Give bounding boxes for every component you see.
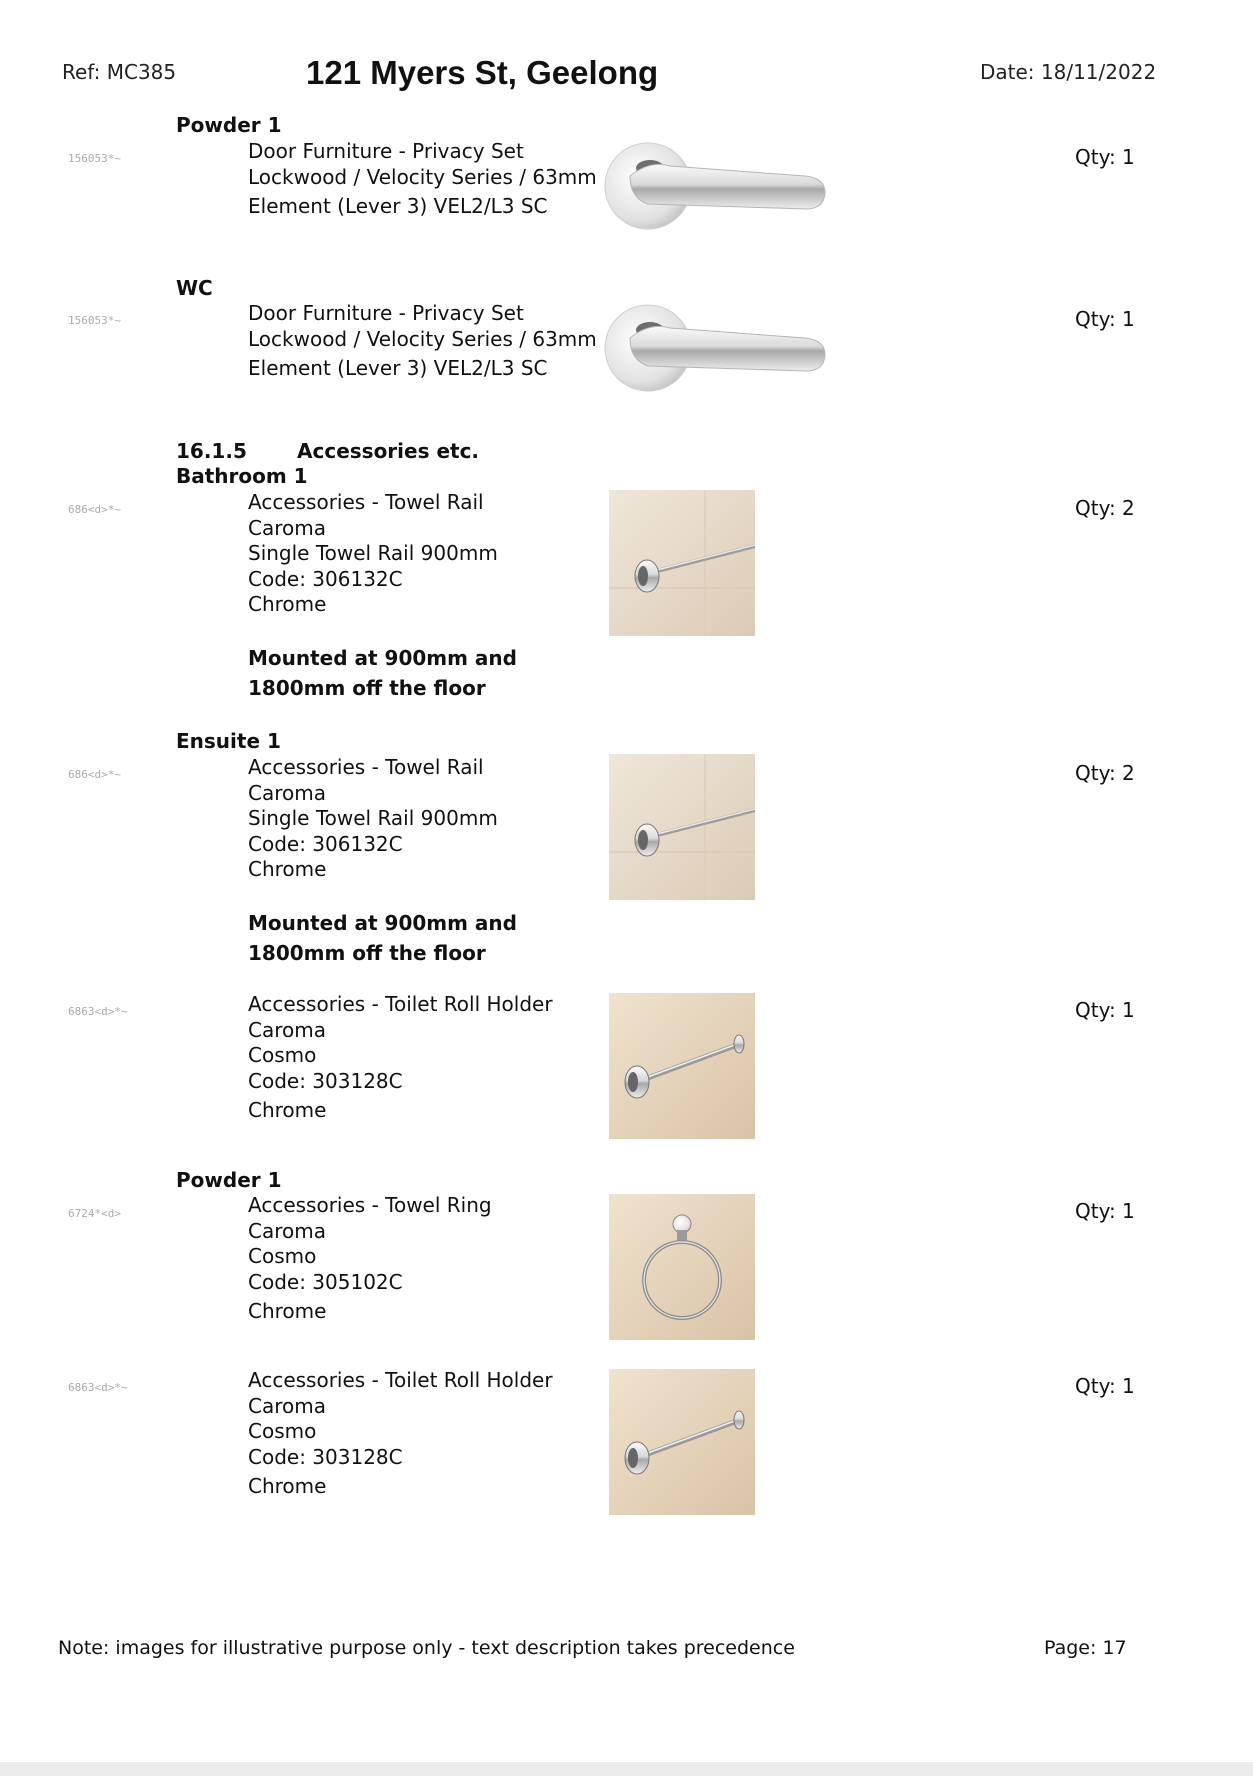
item-line: Chrome: [248, 1098, 327, 1122]
room-heading-powder-1: Powder 1: [176, 113, 282, 137]
item-line: Cosmo: [248, 1244, 317, 1268]
item-code: 6863<d>*~: [68, 1381, 128, 1394]
item-line: Cosmo: [248, 1043, 317, 1067]
note-line: Mounted at 900mm and: [248, 911, 517, 935]
item-line: Lockwood / Velocity Series / 63mm: [248, 326, 597, 351]
item-description: [248, 992, 553, 1124]
toilet-roll-holder-icon: [609, 993, 755, 1139]
page-title: 121 Myers St, Geelong: [306, 54, 659, 91]
item-line: Door Furniture - Privacy Set: [248, 301, 524, 325]
room-heading-ensuite-1: Ensuite 1: [176, 729, 281, 753]
item-line: Lockwood / Velocity Series / 63mm: [248, 164, 597, 189]
item-quantity: Qty: 1: [1075, 1199, 1135, 1223]
toilet-roll-holder-icon: [609, 1369, 755, 1515]
room-heading-wc: WC: [176, 276, 213, 300]
item-code: 686<d>*~: [68, 503, 121, 516]
item-quantity: Qty: 1: [1075, 145, 1135, 169]
document-date: Date: 18/11/2022: [980, 60, 1157, 84]
item-line: Chrome: [248, 857, 327, 881]
note-line: 1800mm off the floor: [248, 676, 486, 700]
item-line: Accessories - Toilet Roll Holder: [248, 1368, 553, 1392]
item-quantity: Qty: 2: [1075, 761, 1135, 785]
item-line: Accessories - Towel Rail: [248, 755, 484, 779]
footer-note: Note: images for illustrative purpose only - text description takes precedence: [58, 1637, 795, 1659]
reference-number: Ref: MC385: [62, 60, 177, 84]
item-code: 6863<d>*~: [68, 1005, 128, 1018]
item-line: Door Furniture - Privacy Set: [248, 139, 524, 163]
item-code: 686<d>*~: [68, 768, 121, 781]
page-bottom-edge: [0, 1762, 1253, 1776]
section-title: Accessories etc.: [297, 439, 480, 463]
item-line: Caroma: [248, 1393, 326, 1418]
mounting-note: [248, 908, 517, 968]
item-description: [248, 755, 498, 883]
item-line: Caroma: [248, 780, 326, 805]
item-line: Code: 306132C: [248, 566, 403, 591]
room-heading-bathroom-1: Bathroom 1: [176, 464, 308, 488]
item-line: Caroma: [248, 1017, 326, 1042]
item-line: Single Towel Rail 900mm: [248, 541, 498, 565]
item-line: Chrome: [248, 1299, 327, 1323]
item-code: 156053*~: [68, 152, 121, 165]
section-number: 16.1.5: [176, 439, 247, 463]
towel-rail-icon: [609, 490, 755, 636]
towel-ring-icon: [609, 1194, 755, 1340]
item-line: Chrome: [248, 592, 327, 616]
note-line: Mounted at 900mm and: [248, 646, 517, 670]
item-description: [248, 301, 597, 382]
item-line: Code: 305102C: [248, 1269, 403, 1294]
item-code: 6724*<d>: [68, 1207, 121, 1220]
item-line: Element (Lever 3) VEL2/L3 SC: [248, 194, 548, 218]
item-line: Accessories - Towel Rail: [248, 490, 484, 514]
note-line: 1800mm off the floor: [248, 941, 486, 965]
item-description: [248, 139, 597, 220]
item-line: Code: 303128C: [248, 1068, 403, 1093]
page-number: Page: 17: [1044, 1637, 1127, 1659]
item-description: [248, 1368, 553, 1500]
lever-handle-icon: [600, 138, 830, 234]
item-quantity: Qty: 2: [1075, 496, 1135, 520]
item-line: Caroma: [248, 515, 326, 540]
item-description: [248, 1193, 492, 1325]
item-quantity: Qty: 1: [1075, 998, 1135, 1022]
mounting-note: [248, 643, 517, 703]
item-line: Accessories - Toilet Roll Holder: [248, 992, 553, 1016]
item-line: Code: 306132C: [248, 831, 403, 856]
item-line: Accessories - Towel Ring: [248, 1193, 492, 1217]
item-line: Element (Lever 3) VEL2/L3 SC: [248, 356, 548, 380]
item-line: Code: 303128C: [248, 1444, 403, 1469]
item-line: Single Towel Rail 900mm: [248, 806, 498, 830]
item-quantity: Qty: 1: [1075, 1374, 1135, 1398]
item-description: [248, 490, 498, 618]
item-quantity: Qty: 1: [1075, 307, 1135, 331]
towel-rail-icon: [609, 754, 755, 900]
item-code: 156053*~: [68, 314, 121, 327]
item-line: Caroma: [248, 1218, 326, 1243]
item-line: Cosmo: [248, 1419, 317, 1443]
room-heading-powder-1: Powder 1: [176, 1168, 282, 1192]
item-line: Chrome: [248, 1474, 327, 1498]
lever-handle-icon: [600, 300, 830, 396]
